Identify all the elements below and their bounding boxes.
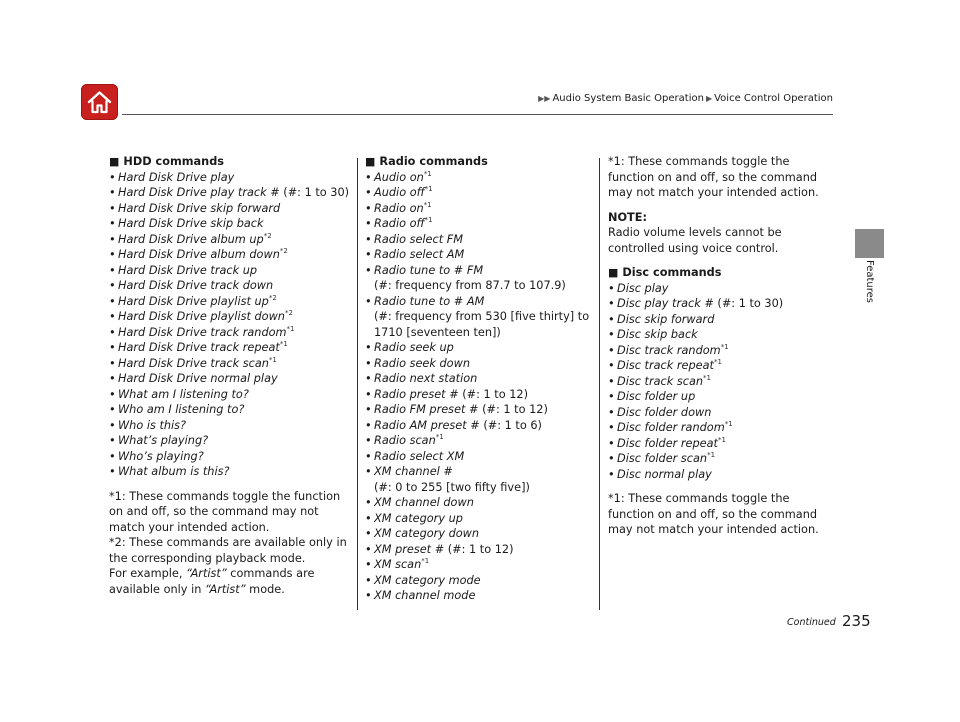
radio-column: [365, 154, 590, 604]
hdd-heading: ■ HDD commands: [109, 155, 225, 168]
command-item: [608, 436, 836, 452]
command-text: Radio select FM: [374, 232, 463, 246]
disc-column: [608, 154, 836, 538]
hdd-example: For example, “Artist” commands are available only in “Artist” mode.: [109, 567, 315, 596]
command-text: Radio FM preset #: [374, 403, 479, 416]
command-text: XM preset #: [374, 542, 445, 556]
command-text: Radio scan: [374, 434, 436, 447]
command-item: [109, 309, 354, 325]
command-item: [109, 170, 354, 186]
note-label: NOTE:: [608, 210, 647, 224]
command-text: Radio tune to # AM: [374, 294, 485, 308]
breadcrumb-arrow-icon: ▶: [705, 94, 713, 103]
command-text: Radio seek up: [374, 341, 454, 354]
command-item: [365, 402, 590, 418]
footnote-ref: *1: [423, 169, 432, 178]
command-item: [608, 358, 836, 374]
footnote-ref: *2: [279, 247, 288, 255]
command-item: [109, 402, 354, 418]
command-item: [109, 247, 354, 263]
command-text: XM category down: [374, 527, 480, 540]
command-text: Hard Disk Drive track down: [118, 279, 274, 292]
command-text: Radio tune to # FM: [374, 263, 484, 277]
command-item: [109, 201, 354, 217]
radio-heading: ■ Radio commands: [365, 155, 488, 168]
command-item: [365, 185, 590, 201]
command-text: Disc track random: [617, 343, 721, 357]
column-divider: [599, 158, 600, 610]
command-item: [109, 433, 354, 449]
command-item: [608, 389, 836, 405]
command-text: Radio preset #: [374, 387, 459, 401]
command-item: [365, 464, 590, 495]
command-text: Radio next station: [374, 372, 478, 385]
command-item: [608, 374, 836, 390]
command-text: XM category mode: [374, 573, 481, 587]
command-text: Radio off: [374, 217, 425, 230]
command-text: Radio select AM: [374, 248, 465, 261]
command-text: Disc skip back: [617, 328, 698, 341]
command-text: Hard Disk Drive track up: [118, 263, 258, 277]
command-range: (#: 1 to 6): [479, 418, 542, 432]
command-text: Hard Disk Drive track scan: [118, 356, 269, 370]
square-bullet-icon: ■: [608, 266, 619, 279]
command-item: [365, 340, 590, 356]
note-text: Radio volume levels cannot be controlled using voice control.: [608, 226, 782, 255]
header-divider: [122, 114, 833, 115]
command-range: (#: 1 to 12): [444, 542, 514, 556]
command-text: Hard Disk Drive play track #: [118, 186, 280, 199]
footnote-ref: *1: [713, 358, 722, 366]
command-text: Audio off: [374, 186, 425, 199]
command-text: Radio seek down: [374, 356, 470, 370]
footnote-ref: *1: [724, 420, 733, 428]
command-range: (#: frequency from 530 [five thirty] to 1710 [seventeen ten]): [374, 310, 590, 339]
disc-command-list: [608, 281, 836, 483]
command-item: [365, 588, 590, 604]
footnote-ref: *2: [284, 309, 293, 317]
command-text: Audio on: [374, 170, 424, 184]
command-item: [109, 387, 354, 403]
breadcrumb-item[interactable]: Voice Control Operation: [714, 93, 833, 104]
command-range: (#: frequency from 87.7 to 107.9): [374, 279, 566, 292]
command-text: Hard Disk Drive playlist down: [118, 310, 285, 323]
footnote-ref: *1: [717, 435, 726, 444]
command-text: Disc track repeat: [617, 359, 714, 372]
command-item: [365, 232, 590, 248]
continued-label: Continued: [787, 617, 836, 628]
command-text: Disc track scan: [617, 374, 704, 388]
command-item: [109, 418, 354, 434]
command-text: Disc play track #: [617, 297, 714, 310]
footnote-ref: *1: [424, 185, 433, 193]
command-item: [109, 371, 354, 387]
footnote-ref: *1: [286, 324, 295, 333]
command-item: [608, 281, 836, 297]
command-text: Hard Disk Drive normal play: [118, 372, 278, 385]
breadcrumb-arrow-icon: ▶▶: [538, 94, 551, 103]
command-text: Disc folder repeat: [617, 436, 718, 450]
footnote-ref: *1: [720, 342, 729, 351]
command-text: XM category up: [374, 511, 463, 525]
command-item: [608, 312, 836, 328]
command-item: [109, 185, 354, 201]
command-item: [365, 371, 590, 387]
command-text: XM channel mode: [374, 589, 476, 602]
breadcrumb: [536, 93, 833, 104]
radio-command-list: [365, 170, 590, 604]
command-item: [608, 451, 836, 467]
command-item: [365, 216, 590, 232]
breadcrumb-item[interactable]: Audio System Basic Operation: [552, 93, 704, 104]
command-item: [365, 449, 590, 465]
command-item: [365, 356, 590, 372]
command-item: [109, 294, 354, 310]
command-item: [109, 278, 354, 294]
radio-footnote-1: *1: These commands toggle the function on and off, so the command may not match your intended action.: [608, 155, 819, 199]
command-range: (#: 1 to 30): [279, 186, 350, 199]
command-text: Hard Disk Drive skip forward: [118, 201, 281, 215]
command-text: Hard Disk Drive album down: [118, 248, 280, 261]
command-item: [608, 420, 836, 436]
command-text: What album is this?: [118, 465, 230, 478]
command-text: Who am I listening to?: [118, 403, 245, 416]
command-item: [365, 526, 590, 542]
footnote-ref: *1: [707, 451, 716, 459]
footnote-ref: *2: [263, 231, 272, 240]
square-bullet-icon: ■: [365, 155, 376, 168]
command-item: [109, 216, 354, 232]
command-item: [365, 511, 590, 527]
command-item: [365, 557, 590, 573]
command-item: [608, 343, 836, 359]
command-text: Disc folder scan: [617, 452, 708, 465]
command-range: (#: 1 to 12): [458, 387, 529, 401]
command-item: [365, 542, 590, 558]
command-item: [109, 232, 354, 248]
command-item: [608, 405, 836, 421]
command-item: [365, 433, 590, 449]
command-item: [608, 296, 836, 312]
command-text: Hard Disk Drive album up: [118, 232, 264, 246]
footnote-ref: *1: [268, 355, 277, 364]
command-item: [109, 325, 354, 341]
command-text: Disc play: [617, 281, 669, 295]
command-item: [365, 573, 590, 589]
footnote-ref: *1: [421, 557, 430, 565]
column-divider: [357, 158, 358, 610]
command-text: XM scan: [374, 558, 422, 571]
command-text: What am I listening to?: [118, 387, 249, 401]
command-item: [109, 340, 354, 356]
hdd-column: [109, 154, 354, 597]
command-item: [365, 263, 590, 294]
command-item: [365, 387, 590, 403]
home-icon: [86, 89, 113, 115]
footnote-ref: *2: [268, 293, 277, 302]
command-text: Hard Disk Drive play: [118, 170, 235, 184]
command-text: Hard Disk Drive track repeat: [118, 341, 280, 354]
command-item: [365, 170, 590, 186]
command-item: [365, 201, 590, 217]
command-text: Radio select XM: [374, 449, 465, 463]
command-text: Radio on: [374, 201, 424, 215]
disc-heading: ■ Disc commands: [608, 266, 722, 279]
command-item: [109, 356, 354, 372]
command-text: XM channel down: [374, 496, 474, 509]
command-text: What’s playing?: [118, 434, 209, 447]
command-range: (#: 0 to 255 [two fifty five]): [374, 480, 530, 494]
hdd-footnote-2: *2: These commands are available only in the corresponding playback mode.: [109, 536, 347, 565]
command-item: [109, 263, 354, 279]
command-text: Disc normal play: [617, 467, 712, 481]
command-item: [365, 418, 590, 434]
command-text: Who’s playing?: [118, 449, 204, 463]
footnote-ref: *1: [423, 200, 432, 209]
command-item: [608, 327, 836, 343]
command-range: (#: 1 to 30): [713, 297, 784, 310]
command-item: [365, 247, 590, 263]
footnote-ref: *1: [424, 216, 433, 224]
command-text: Disc folder up: [617, 390, 696, 403]
hdd-command-list: [109, 170, 354, 480]
command-text: Hard Disk Drive skip back: [118, 217, 264, 230]
command-text: Hard Disk Drive playlist up: [118, 294, 269, 308]
side-tab-label[interactable]: Features: [864, 260, 875, 303]
command-item: [365, 495, 590, 511]
side-tab-marker: [855, 229, 884, 258]
command-text: Who is this?: [118, 418, 187, 432]
home-button[interactable]: [81, 84, 118, 120]
square-bullet-icon: ■: [109, 155, 120, 168]
command-text: Disc folder down: [617, 405, 712, 419]
command-item: [109, 464, 354, 480]
command-item: [109, 449, 354, 465]
command-item: [365, 294, 590, 341]
command-text: Disc folder random: [617, 421, 725, 434]
command-text: Radio AM preset #: [374, 418, 480, 432]
hdd-footnote-1: *1: These commands toggle the function on and off, so the command may not match your intended action.: [109, 489, 341, 534]
command-range: (#: 1 to 12): [478, 403, 548, 416]
footnote-ref: *1: [279, 340, 288, 348]
page-number: 235: [842, 612, 871, 630]
command-item: [608, 467, 836, 483]
footnote-ref: *1: [703, 373, 712, 382]
command-text: Hard Disk Drive track random: [118, 325, 287, 339]
footnote-ref: *1: [435, 433, 444, 441]
command-text: Disc skip forward: [617, 312, 715, 326]
disc-footnote-1: *1: These commands toggle the function on and off, so the command may not match your intended action.: [608, 492, 819, 536]
command-text: XM channel #: [374, 465, 453, 478]
